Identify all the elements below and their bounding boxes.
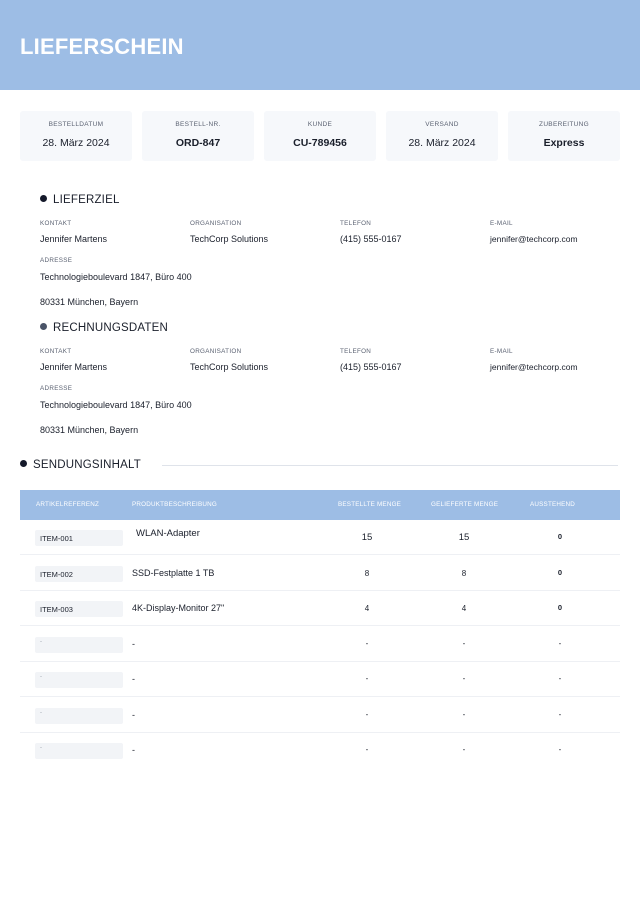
delivery-contact: Jennifer Martens — [40, 234, 108, 244]
delivery-contact-label: KONTAKT — [40, 220, 72, 227]
delivery-section-title: LIEFERZIEL — [40, 194, 120, 206]
item-pending: 0 — [557, 603, 563, 612]
document-title: LIEFERSCHEIN — [20, 34, 184, 59]
table-row — [20, 627, 620, 662]
item-delivered: - — [462, 639, 466, 648]
item-pending: 0 — [557, 532, 563, 541]
item-delivered: 15 — [458, 532, 470, 543]
delivery-phone-label: TELEFON — [340, 220, 372, 227]
meta-label: BESTELLDATUM — [48, 121, 104, 128]
billing-address-line2: 80331 München, Bayern — [40, 425, 139, 435]
item-delivered: - — [462, 710, 466, 719]
item-ref: - — [35, 637, 123, 653]
col-header-ref: ARTIKELREFERENZ — [36, 501, 100, 508]
item-ordered: - — [365, 745, 369, 754]
bullet-icon — [40, 195, 47, 202]
billing-email-label: E-MAIL — [490, 348, 513, 355]
item-desc: - — [132, 639, 135, 649]
meta-value: 28. März 2024 — [42, 137, 110, 149]
meta-value: Express — [543, 137, 585, 149]
table-row — [20, 591, 620, 626]
meta-label: VERSAND — [425, 121, 459, 128]
item-desc: - — [132, 745, 135, 755]
item-desc: 4K-Display-Monitor 27" — [132, 603, 225, 613]
item-ordered: - — [365, 710, 369, 719]
meta-value: 28. März 2024 — [408, 137, 476, 149]
item-ref: - — [35, 743, 123, 759]
billing-phone-label: TELEFON — [340, 348, 372, 355]
meta-card-order-number — [142, 111, 254, 161]
delivery-email-label: E-MAIL — [490, 220, 513, 227]
col-header-pending: AUSSTEHEND — [530, 501, 576, 508]
table-row — [20, 520, 620, 555]
billing-address-line1: Technologieboulevard 1847, Büro 400 — [40, 400, 192, 410]
item-ref: - — [35, 672, 123, 688]
item-ordered: - — [365, 674, 369, 683]
table-row — [20, 698, 620, 733]
table-row — [20, 662, 620, 697]
delivery-email: jennifer@techcorp.com — [490, 234, 578, 244]
billing-email: jennifer@techcorp.com — [490, 362, 578, 372]
item-pending: - — [558, 674, 562, 683]
meta-label: BESTELL-NR. — [175, 121, 221, 128]
meta-card-preparation — [508, 111, 620, 161]
col-header-ordered: BESTELLTE MENGE — [338, 501, 402, 508]
table-header — [20, 490, 620, 520]
delivery-address-line2: 80331 München, Bayern — [40, 297, 139, 307]
delivery-org: TechCorp Solutions — [190, 234, 269, 244]
item-ref: - — [35, 708, 123, 724]
document-header — [0, 0, 640, 90]
col-header-desc: PRODUKTBESCHREIBUNG — [132, 501, 217, 508]
delivery-phone: (415) 555-0167 — [340, 234, 402, 244]
item-pending: - — [558, 745, 562, 754]
col-header-delivered: GELIEFERTE MENGE — [431, 501, 499, 508]
delivery-address-line1: Technologieboulevard 1847, Büro 400 — [40, 272, 192, 282]
item-ordered: - — [365, 639, 369, 648]
item-ordered: 4 — [364, 604, 370, 613]
billing-phone: (415) 555-0167 — [340, 362, 402, 372]
meta-value: CU-789456 — [293, 137, 347, 149]
billing-contact: Jennifer Martens — [40, 362, 108, 372]
meta-label: KUNDE — [307, 121, 333, 128]
delivery-address-label: ADRESSE — [40, 257, 73, 264]
billing-contact-label: KONTAKT — [40, 348, 72, 355]
bullet-icon — [40, 323, 47, 330]
item-pending: - — [558, 639, 562, 648]
billing-address-label: ADRESSE — [40, 385, 73, 392]
item-desc: SSD-Festplatte 1 TB — [132, 568, 215, 578]
contents-section-title: SENDUNGSINHALT — [20, 459, 141, 471]
meta-label: ZUBEREITUNG — [539, 121, 589, 128]
item-delivered: 8 — [461, 569, 467, 578]
table-row — [20, 556, 620, 591]
item-ordered: 8 — [364, 569, 370, 578]
meta-card-order-date — [20, 111, 132, 161]
item-ref: ITEM-002 — [35, 566, 123, 582]
item-ref: ITEM-001 — [35, 530, 123, 546]
bullet-icon — [20, 460, 27, 467]
item-delivered: - — [462, 674, 466, 683]
item-ref: ITEM-003 — [35, 601, 123, 617]
item-desc: - — [132, 674, 135, 684]
table-row — [20, 733, 620, 768]
meta-card-customer — [264, 111, 376, 161]
item-delivered: - — [462, 745, 466, 754]
billing-org-label: ORGANISATION — [190, 348, 242, 355]
meta-value: ORD-847 — [175, 137, 221, 149]
item-desc: - — [132, 710, 135, 720]
section-divider — [162, 465, 618, 466]
billing-section-title: RECHNUNGSDATEN — [40, 322, 168, 334]
item-pending: 0 — [557, 568, 563, 577]
billing-org: TechCorp Solutions — [190, 362, 269, 372]
item-desc: WLAN-Adapter — [136, 528, 200, 539]
meta-card-shipping — [386, 111, 498, 161]
item-ordered: 15 — [361, 532, 373, 543]
item-delivered: 4 — [461, 604, 467, 613]
delivery-org-label: ORGANISATION — [190, 220, 242, 227]
order-meta — [20, 111, 620, 161]
item-pending: - — [558, 710, 562, 719]
